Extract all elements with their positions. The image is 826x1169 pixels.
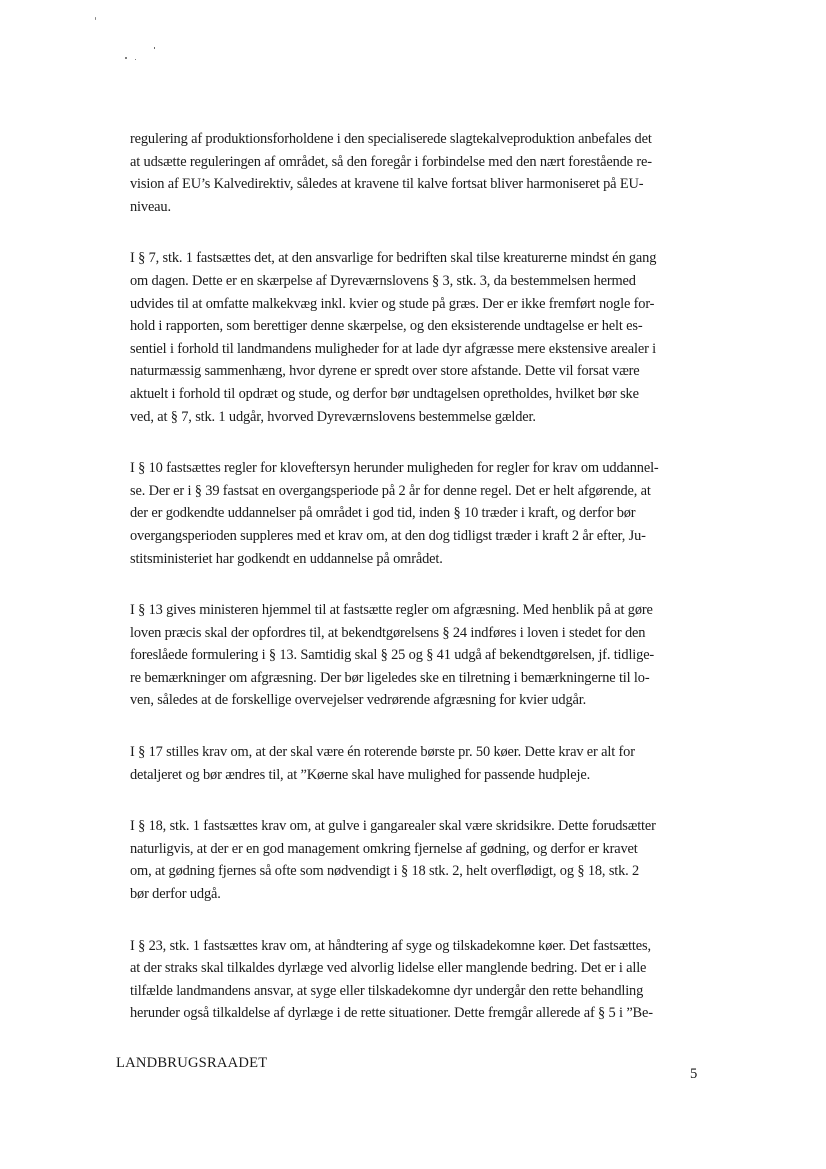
text-line: overgangsperioden suppleres med et krav om, at den dog tidligst træder i kraft 2 år efter, Ju- (130, 527, 646, 544)
text-line: detaljeret og bør ændres til, at ”Køerne skal have mulighed for passende hudpleje. (130, 766, 591, 783)
paragraph (130, 599, 712, 712)
scan-speck (135, 59, 136, 60)
text-line: tilfælde landmandens ansvar, at syge eller tilskadekomne dyr undergår den rette behandling (130, 982, 644, 999)
text-line: re bemærkninger om afgræsning. Der bør ligeledes ske en tilretning i bemærkningerne til lo- (130, 669, 650, 686)
text-line: I § 10 fastsættes regler for kloveftersyn herunder muligheden for regler for krav om uddannel- (130, 460, 659, 477)
paragraph (130, 247, 712, 428)
text-line: naturligvis, at der er en god management omkring fjernelse af gødning, og derfor er kravet (130, 840, 638, 857)
document-body (130, 128, 712, 1054)
text-line: I § 18, stk. 1 fastsættes krav om, at gulve i gangarealer skal være skridsikre. Dette forudsætter (130, 818, 656, 835)
paragraph (130, 128, 712, 218)
scan-speck (125, 57, 127, 59)
text-line: I § 17 stilles krav om, at der skal være én roterende børste pr. 50 køer. Dette krav er alt for (130, 744, 635, 761)
text-line: naturmæssig sammenhæng, hvor dyrene er spredt over store afstande. Dette vil forsat være (130, 363, 640, 380)
text-line: hold i rapporten, som berettiger denne skærpelse, og den eksisterende undtagelse er helt es- (130, 318, 643, 335)
paragraph (130, 815, 712, 905)
footer-organization: LANDBRUGSRAADET (116, 1055, 268, 1071)
text-line: ven, således at de forskellige overvejelser vedrørende afgræsning for kvier udgår. (130, 692, 587, 709)
text-line: herunder også tilkaldelse af dyrlæge i de rette situationer. Dette fremgår allerede af § 5 i ”Be- (130, 1005, 653, 1022)
text-line: niveau. (130, 198, 171, 215)
scan-speck (95, 17, 96, 20)
text-line: om dagen. Dette er en skærpelse af Dyreværnslovens § 3, stk. 3, da bestemmelsen hermed (130, 272, 636, 289)
text-line: loven præcis skal der opfordres til, at bekendtgørelsens § 24 indføres i loven i stedet for den (130, 624, 646, 641)
text-line: I § 7, stk. 1 fastsættes det, at den ansvarlige for bedriften skal tilse kreaturerne mindst én gang (130, 250, 657, 267)
text-line: I § 23, stk. 1 fastsættes krav om, at håndtering af syge og tilskadekomne køer. Det fastsættes, (130, 937, 651, 954)
text-line: ved, at § 7, stk. 1 udgår, hvorved Dyreværnslovens bestemmelse gælder. (130, 408, 536, 425)
text-line: regulering af produktionsforholdene i den specialiserede slagtekalveproduktion anbefales det (130, 131, 652, 147)
text-line: sentiel i forhold til landmandens muligheder for at lade dyr afgræsse mere ekstensive arealer i (130, 340, 657, 357)
text-line: at der straks skal tilkaldes dyrlæge ved alvorlig lidelse eller manglende bedring. Det er i alle (130, 960, 647, 977)
page-number: 5 (690, 1066, 698, 1082)
text-line: udvides til at omfatte malkekvæg inkl. kvier og stude på græs. Der er ikke fremført nogle for- (130, 295, 655, 312)
text-line: aktuelt i forhold til opdræt og stude, og derfor bør undtagelsen opretholdes, hvilket bør ske (130, 385, 639, 402)
scan-speck (154, 47, 155, 49)
paragraph (130, 741, 712, 786)
text-line: vision af EU’s Kalvedirektiv, således at kravene til kalve fortsat bliver harmoniseret på EU- (130, 176, 644, 193)
text-line: I § 13 gives ministeren hjemmel til at fastsætte regler om afgræsning. Med henblik på at gøre (130, 602, 653, 619)
paragraph (130, 457, 712, 570)
text-line: at udsætte reguleringen af området, så den foregår i forbindelse med den nært forestående re- (130, 153, 652, 170)
text-line: foreslåede formulering i § 13. Samtidig skal § 25 og § 41 udgå af bekendtgørelsen, jf. tidlige- (130, 647, 655, 664)
text-line: om, at gødning fjernes så ofte som nødvendigt i § 18 stk. 2, helt overflødigt, og § 18, stk. 2 (130, 863, 640, 880)
text-line: stitsministeriet har godkendt en uddannelse på området. (130, 550, 443, 567)
paragraph (130, 935, 712, 1025)
text-line: der er godkendte uddannelser på området i god tid, inden § 10 træder i kraft, og derfor bør (130, 505, 636, 522)
text-line: se. Der er i § 39 fastsat en overgangsperiode på 2 år for denne regel. Det er helt afgørende, at (130, 482, 651, 499)
text-line: bør derfor udgå. (130, 886, 221, 903)
